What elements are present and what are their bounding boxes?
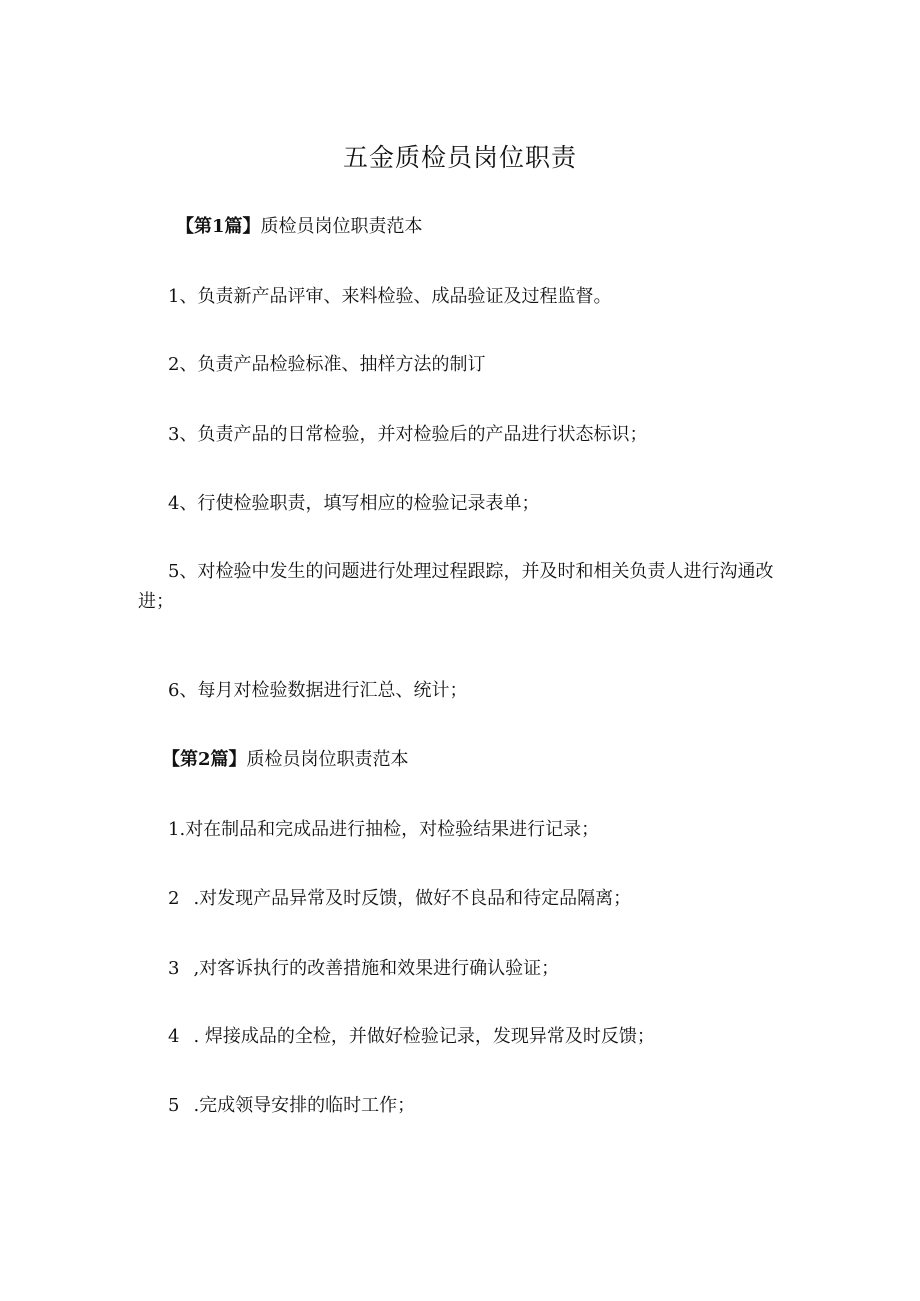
list-item-number: 3 [168, 958, 180, 979]
page-title: 五金质检员岗位职责 [342, 143, 577, 172]
list-item-text: .完成领导安排的临时工作； [193, 1095, 416, 1116]
list-item: 1、负责新产品评审、来料检验、成品验证及过程监督。 [168, 286, 612, 307]
list-item [168, 1022, 655, 1052]
list-item-number: 1. [168, 819, 186, 840]
list-item [168, 954, 559, 984]
list-item-text: ,对客诉执行的改善措施和效果进行确认验证； [193, 958, 560, 979]
section-1-heading [176, 212, 423, 242]
list-item: 4、行使检验职责，填写相应的检验记录表单； [168, 493, 540, 514]
list-item-text: 对在制品和完成品进行抽检，对检验结果进行记录； [185, 819, 600, 840]
list-item [168, 815, 599, 845]
section-1-title: 质检员岗位职责范本 [260, 216, 423, 237]
list-item-text: .对发现产品异常及时反馈，做好不良品和待定品隔离； [193, 888, 632, 909]
list-item: 3、负责产品的日常检验，并对检验后的产品进行状态标识； [168, 424, 648, 445]
list-item-number: 4 [168, 1026, 180, 1047]
list-item: 2、负责产品检验标准、抽样方法的制订 [168, 354, 486, 375]
list-item [168, 884, 631, 914]
list-item: 6、每月对检验数据进行汇总、统计； [168, 680, 468, 701]
section-2-label: 【第2篇】 [162, 749, 247, 770]
section-1-label: 【第1篇】 [176, 216, 261, 237]
list-item [168, 1091, 415, 1121]
list-item-text: 5、对检验中发生的问题进行处理过程跟踪，并及时和相关负责人进行沟通改进； [138, 561, 774, 612]
list-item-number: 5 [168, 1095, 180, 1116]
list-item-text: . 焊接成品的全检，并做好检验记录，发现异常及时反馈； [193, 1026, 655, 1047]
list-item [138, 557, 788, 617]
section-2-heading [162, 745, 409, 775]
section-2-title: 质检员岗位职责范本 [246, 749, 409, 770]
list-item-number: 2 [168, 888, 180, 909]
